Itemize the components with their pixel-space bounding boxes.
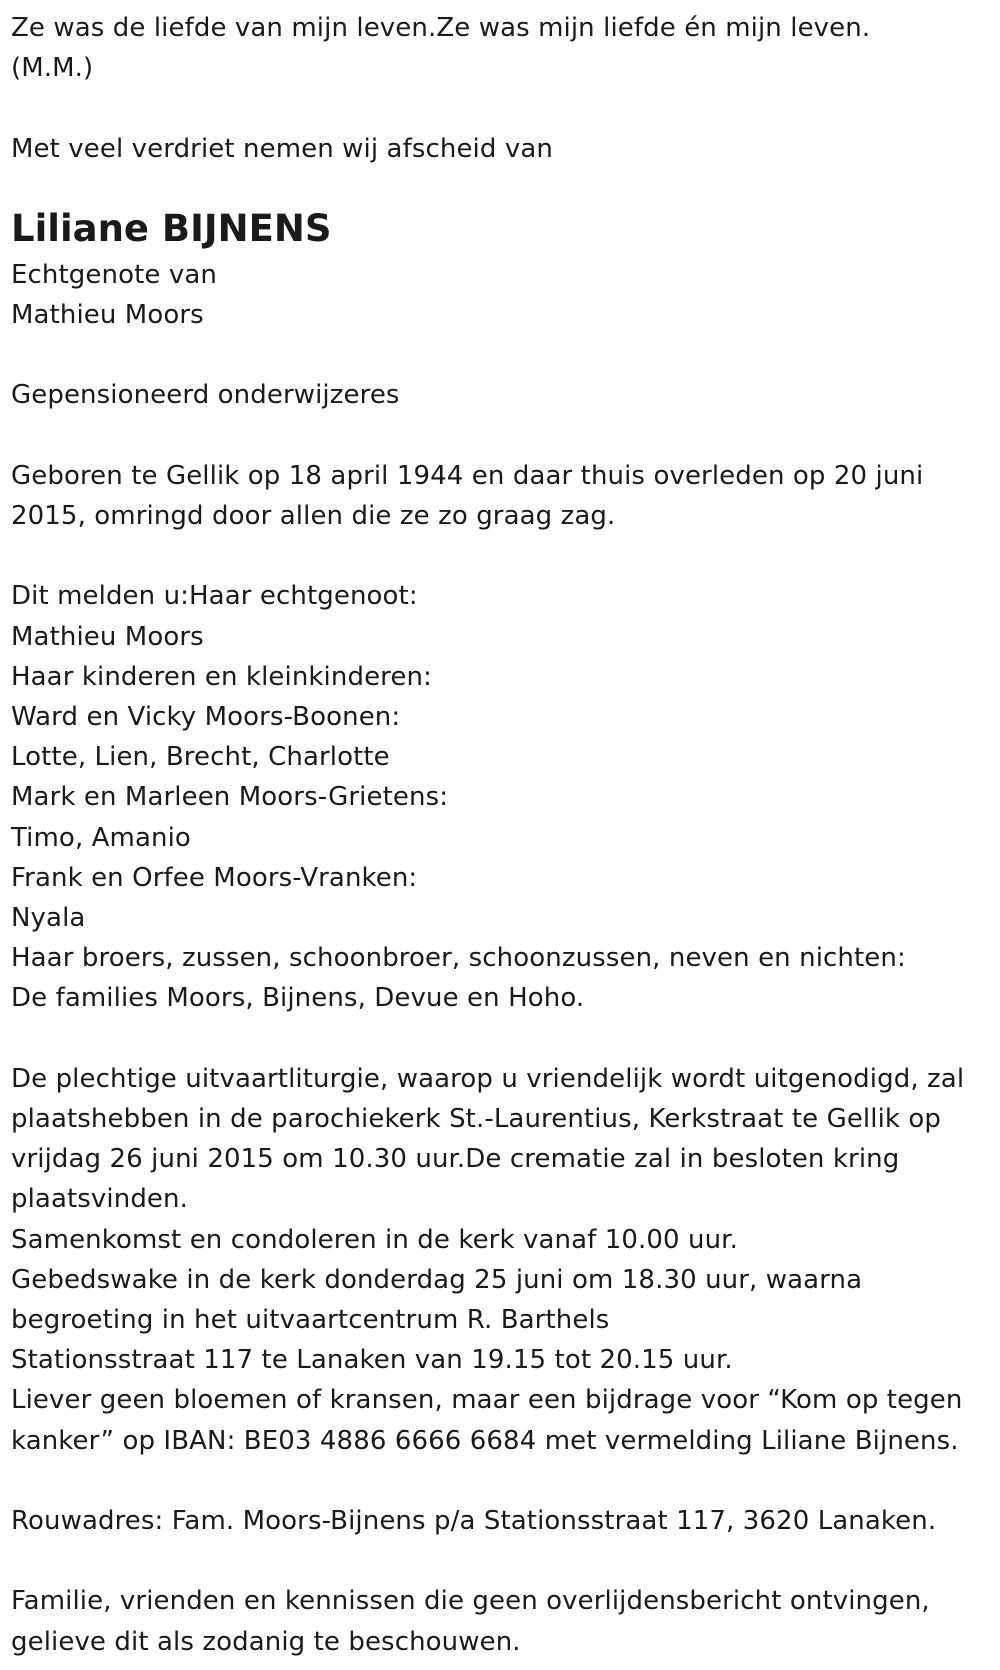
- announcer-line: Mark en Marleen Moors-Grietens:: [11, 782, 449, 813]
- closing-text: gelieve dit als zodanig te beschouwen.: [11, 1626, 521, 1657]
- funeral-line: Liever geen bloemen of kransen, maar een bijdrage voor “Kom op tegen: [11, 1385, 963, 1416]
- birth-death-text: Geboren te Gellik op 18 april 1944 en daar thuis overleden op 20 juni: [11, 460, 924, 491]
- spacer: [11, 416, 989, 456]
- announcer-line: Mathieu Moors: [11, 621, 204, 652]
- mourning-address: Rouwadres: Fam. Moors-Bijnens p/a Stationsstraat 117, 3620 Lanaken.: [11, 1506, 937, 1537]
- funeral-line: Samenkomst en condoleren in de kerk vanaf 10.00 uur.: [11, 1224, 738, 1255]
- birth-death-text: 2015, omringd door allen die ze zo graag zag.: [11, 500, 616, 531]
- quote-text: Ze was de liefde van mijn leven.Ze was mijn liefde én mijn leven.: [11, 13, 871, 43]
- announcer-line: Timo, Amanio: [11, 822, 191, 853]
- funeral-line: plaatsvinden.: [11, 1184, 188, 1215]
- funeral-line: De plechtige uitvaartliturgie, waarop u vriendelijk wordt uitgenodigd, zal: [11, 1063, 965, 1094]
- funeral-line: plaatshebben in de parochiekerk St.-Laurentius, Kerkstraat te Gellik op: [11, 1104, 942, 1134]
- intro-text: Met veel verdriet nemen wij afscheid van: [11, 133, 553, 164]
- announcer-line: Lotte, Lien, Brecht, Charlotte: [11, 742, 390, 773]
- spacer: [11, 536, 989, 576]
- funeral-line: Gebedswake in de kerk donderdag 25 juni om 18.30 uur, waarna: [11, 1264, 863, 1295]
- announcer-line: Haar broers, zussen, schoonbroer, schoonzussen, neven en nichten:: [11, 943, 906, 974]
- announcer-line: Dit melden u:Haar echtgenoot:: [11, 581, 418, 612]
- closing-text: Familie, vrienden en kennissen die geen overlijdensbericht ontvingen,: [11, 1586, 930, 1617]
- funeral-line: begroeting in het uitvaartcentrum R. Barthels: [11, 1305, 610, 1336]
- announcer-line: Nyala: [11, 903, 86, 933]
- announcer-line: Haar kinderen en kleinkinderen:: [11, 661, 432, 692]
- spacer: [11, 1019, 989, 1059]
- spacer: [11, 335, 989, 375]
- announcer-line: Ward en Vicky Moors-Boonen:: [11, 701, 401, 732]
- spacer: [11, 88, 989, 128]
- relation-label: Echtgenote van: [11, 259, 217, 290]
- spacer: [11, 1541, 989, 1581]
- funeral-line: vrijdag 26 juni 2015 om 10.30 uur.De crematie zal in besloten kring: [11, 1144, 900, 1175]
- funeral-line: Stationsstraat 117 te Lanaken van 19.15 tot 20.15 uur.: [11, 1345, 733, 1376]
- announcer-line: Frank en Orfee Moors-Vranken:: [11, 862, 418, 893]
- spouse-name: Mathieu Moors: [11, 300, 204, 330]
- spacer: [11, 1461, 989, 1501]
- occupation: Gepensioneerd onderwijzeres: [11, 380, 400, 411]
- spacer: [11, 169, 989, 203]
- announcer-line: De families Moors, Bijnens, Devue en Hoho.: [11, 983, 585, 1014]
- quote-author: (M.M.): [11, 53, 94, 84]
- deceased-name: Liliane BIJNENS: [11, 206, 332, 250]
- funeral-line: kanker” op IBAN: BE03 4886 6666 6684 met vermelding Liliane Bijnens.: [11, 1425, 959, 1456]
